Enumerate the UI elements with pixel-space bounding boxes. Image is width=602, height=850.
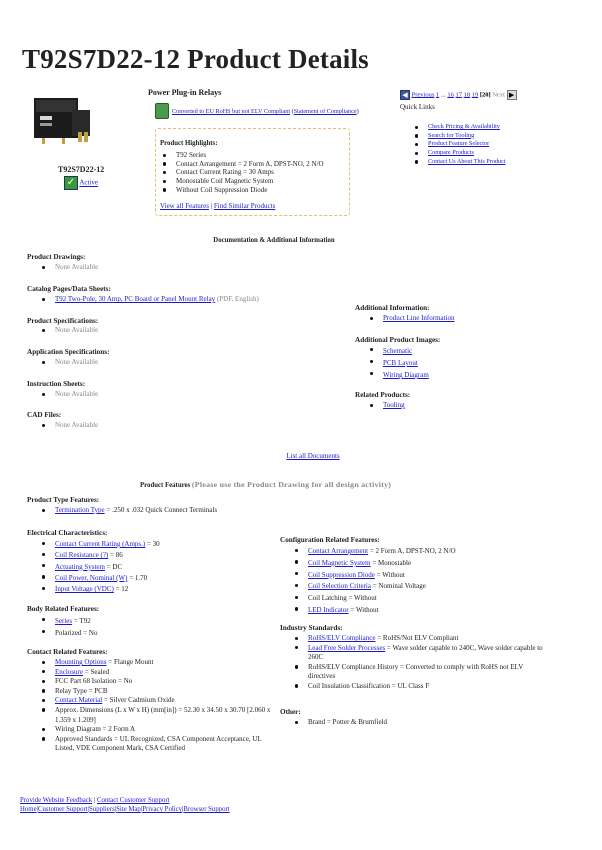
feature-item (41, 706, 271, 725)
feature-value: Approx. Dimensions (L x W x H) (mm[in]) = 52.30 x 34.50 x 30.70 [2.060 x 1.359 x 1.209] (55, 705, 271, 724)
drawings-heading: Product Drawings: (27, 253, 86, 261)
feature-item (294, 682, 544, 692)
features-title-row (140, 480, 391, 489)
feature-item (41, 506, 217, 516)
feature-item (294, 558, 456, 570)
drawings-list (41, 263, 98, 271)
feature-link[interactable]: Coil Resistance (?) (55, 551, 109, 560)
feature-value: = Without (348, 605, 379, 614)
feature-link[interactable]: Termination Type (55, 506, 105, 514)
current-page: [20] (479, 91, 491, 99)
feature-item (41, 735, 271, 754)
feature-link[interactable]: Input Voltage (VDC) (55, 585, 114, 594)
other-list (294, 718, 387, 726)
previous-arrow-icon[interactable]: ◀ (400, 90, 410, 100)
feature-value: Polarized = No (55, 629, 98, 637)
feature-item (294, 570, 456, 582)
feature-link[interactable]: Series (55, 617, 73, 625)
highlight-item: Monostable Coil Magnetic System (162, 177, 324, 186)
feature-value: = RoHS/Not ELV Compliant (375, 634, 459, 642)
product-category: Power Plug-in Relays (148, 88, 222, 97)
instruction-list (41, 390, 98, 398)
electrical-heading: Electrical Characteristics: (27, 529, 108, 537)
feature-value: FCC Part 68 Isolation = No (55, 677, 133, 686)
none-available: None Available (41, 358, 98, 366)
quick-link-item[interactable] (414, 132, 506, 141)
separator: | (87, 806, 90, 813)
feature-item (41, 615, 97, 627)
feature-link[interactable]: Coil Magnetic System (308, 558, 371, 567)
feature-value: Wiring Diagram = 2 Form A (55, 725, 136, 734)
other-heading: Other: (280, 708, 301, 716)
rohs-leaf-icon (155, 103, 169, 119)
quick-link-item[interactable] (414, 149, 506, 158)
additional-info-item (369, 314, 455, 322)
feature-item (41, 584, 160, 595)
feature-value: = Nominal Voltage (371, 582, 426, 591)
list-all-documents-link[interactable]: List all Documents (286, 452, 340, 460)
statement-of-compliance-link[interactable]: Statement of Compliance (293, 108, 357, 115)
pager (400, 90, 517, 100)
footer-line-2 (20, 805, 230, 814)
catalog-pdf-link[interactable]: T92 Two-Pole, 30 Amp, PC Board or Panel Mount Relay (55, 295, 216, 303)
paren-close: ) (356, 108, 359, 115)
schematic-link[interactable]: Schematic (383, 347, 413, 355)
view-all-features-link[interactable]: View all Features (160, 202, 209, 210)
related-products-list (369, 401, 405, 409)
compare-products-link[interactable]: Compare Products (428, 149, 474, 157)
check-pricing-link[interactable]: Check Pricing & Availability (428, 123, 500, 130)
feature-item (41, 696, 271, 706)
page-link[interactable]: 17 (455, 91, 462, 99)
quick-links-list (414, 123, 506, 167)
additional-images-list (369, 345, 429, 381)
footer-line-1 (20, 796, 230, 805)
browser-support-link[interactable]: Browser Support (183, 806, 230, 813)
search-tooling-link[interactable]: Search for Tooling (428, 131, 475, 139)
feature-item (294, 546, 456, 558)
feature-value: = 12 (113, 585, 129, 594)
feature-link[interactable]: Coil Selection Criteria (308, 582, 371, 591)
feature-value: Approved Standards = UL Recognized, CSA Component Acceptance, UL Listed, VDE Component Mark, CSA Certified (55, 734, 262, 753)
feature-link[interactable]: Enclosure (55, 667, 83, 676)
additional-images-heading: Additional Product Images: (355, 336, 441, 344)
feature-value: = Without (374, 570, 405, 579)
page-title: T92S7D22-12 Product Details (22, 44, 369, 74)
feature-item (41, 658, 271, 668)
part-number: T92S7D22-12 (58, 165, 105, 174)
feature-link[interactable]: Actuating System (55, 562, 105, 571)
highlight-item: Without Coil Suppression Diode (162, 186, 324, 195)
highlights-title: Product Highlights: (160, 140, 218, 147)
pcb-layout-link[interactable]: PCB Layout (383, 359, 418, 367)
electrical-list (41, 539, 160, 595)
separator: | (210, 202, 213, 210)
feature-value: = .250 x .032 Quick Connect Terminals (104, 506, 218, 514)
features-note: (Please use the Product Drawing for all design activity) (191, 480, 392, 489)
contact-support-link[interactable]: Contact Customer Support (96, 797, 170, 804)
instruction-heading: Instruction Sheets: (27, 380, 86, 388)
separator: | (36, 806, 38, 813)
documentation-title: Documentation & Additional Information (213, 237, 335, 244)
catalog-heading: Catalog Pages/Data Sheets: (27, 285, 111, 293)
feature-value: = Monostable (370, 558, 412, 567)
product-image (32, 92, 94, 146)
feature-item (41, 627, 97, 639)
feature-value: RoHS/ELV Compliance History = Converted to comply with RoHS not ELV directives (308, 662, 524, 681)
body-list (41, 615, 97, 639)
status-active-link[interactable]: Active (79, 178, 99, 187)
cad-list (41, 421, 98, 429)
feature-item (294, 718, 387, 726)
page-link[interactable]: 18 (463, 91, 471, 99)
separator: | (114, 806, 117, 813)
feature-value: = 1.70 (127, 573, 148, 582)
feature-item (41, 539, 160, 550)
pager-ellipsis: ... (440, 91, 446, 99)
specs-heading: Product Specifications: (27, 317, 99, 325)
highlight-item: Contact Current Rating = 30 Amps (162, 168, 324, 177)
feature-value: Brand = Potter & Brumfield (308, 718, 387, 726)
separator: | (140, 806, 143, 813)
feature-selector-link[interactable]: Product Feature Selector (428, 140, 490, 148)
none-available: None Available (41, 390, 98, 398)
none-available: None Available (41, 263, 98, 271)
feature-link[interactable]: Mounting Options (55, 658, 107, 666)
feature-item (41, 550, 160, 561)
highlight-item: Contact Arrangement = 2 Form A, DPST-NO, 2 N/O (162, 160, 324, 169)
related-item (369, 401, 405, 409)
wiring-diagram-link[interactable]: Wiring Diagram (383, 371, 429, 379)
image-item (369, 345, 429, 357)
industry-heading: Industry Standards: (280, 624, 343, 632)
feature-item (294, 593, 456, 605)
feature-value: = T92 (72, 617, 91, 625)
next-label: Next (492, 91, 505, 99)
none-available: None Available (41, 326, 98, 334)
home-link[interactable]: Home (20, 806, 37, 813)
feature-item (41, 562, 160, 573)
type-features-list (41, 506, 217, 516)
image-item (369, 357, 429, 369)
related-products-heading: Related Products: (355, 391, 411, 399)
highlight-item: T92 Series (162, 151, 324, 160)
feature-item (294, 581, 456, 593)
feature-value: = Wave solder capable to 240C, Wave solder capable to 260C (308, 643, 543, 662)
feedback-link[interactable]: Provide Website Feedback (20, 797, 93, 804)
feature-value: = 30 (145, 540, 160, 548)
feature-item (41, 668, 271, 678)
feature-link[interactable]: Contact Material (55, 696, 103, 705)
catalog-item (41, 295, 259, 303)
page-link[interactable]: 19 (471, 91, 479, 99)
app-specs-heading: Application Specifications: (27, 348, 110, 356)
contact-us-link[interactable]: Contact Us About This Product (428, 157, 506, 165)
contact-heading: Contact Related Features: (27, 648, 108, 656)
feature-item (41, 725, 271, 735)
rohs-line (172, 108, 359, 115)
cad-heading: CAD Files: (27, 411, 62, 419)
product-line-info-link[interactable]: Product Line Information (383, 314, 455, 322)
feature-value: Relay Type = PCB (55, 686, 108, 695)
feature-value: = Silver Cadmium Oxide (102, 696, 175, 705)
feature-item (294, 634, 544, 644)
list-all-row (0, 452, 602, 460)
status-row (64, 176, 98, 190)
feature-link[interactable]: Coil Suppression Diode (308, 570, 375, 579)
feature-link[interactable]: RoHS/ELV Compliance (308, 634, 376, 642)
separator: | (182, 806, 184, 813)
contact-list (41, 658, 271, 754)
feature-link[interactable]: Contact Current Rating (Amps.) (55, 540, 146, 548)
check-icon: ✓ (64, 176, 78, 190)
image-item (369, 369, 429, 381)
feature-value: Coil Latching = Without (308, 594, 377, 603)
feature-value: = Flange Mount (106, 658, 154, 666)
page-link[interactable]: 16 (447, 91, 454, 99)
body-heading: Body Related Features: (27, 605, 100, 613)
feature-item (41, 687, 271, 697)
features-title: Product Features (140, 482, 191, 489)
feature-item (294, 644, 544, 663)
industry-list (294, 634, 544, 692)
find-similar-products-link[interactable]: Find Similar Products (213, 202, 276, 210)
feature-value: = 2 Form A, DPST-NO, 2 N/O (368, 547, 456, 555)
customer-support-link[interactable]: Customer Support (38, 806, 88, 813)
paren-open: ( (291, 108, 294, 115)
feature-value: = Sealed (83, 667, 110, 676)
feature-link[interactable]: Lead Free Solder Processes (308, 643, 386, 652)
feature-item (294, 663, 544, 682)
config-list (294, 546, 456, 617)
suppliers-link[interactable]: Suppliers (89, 806, 115, 813)
quick-links-title: Quick Links (400, 103, 435, 111)
tooling-link[interactable]: Tooling (383, 401, 405, 409)
page-link[interactable]: 1 (436, 91, 440, 99)
site-map-link[interactable]: Site Map (116, 806, 141, 813)
feature-item (41, 573, 160, 584)
previous-link[interactable]: Previous (411, 91, 435, 99)
feature-item (294, 605, 456, 617)
privacy-policy-link[interactable]: Privacy Policy (142, 806, 183, 813)
feature-value: = DC (104, 562, 123, 571)
footer (20, 796, 230, 814)
additional-info-heading: Additional Information: (355, 304, 430, 312)
specs-list (41, 326, 98, 334)
feature-link[interactable]: Coil Power, Nominal (W) (55, 573, 128, 582)
type-features-heading: Product Type Features: (27, 496, 100, 504)
quick-link-item[interactable] (414, 158, 506, 167)
next-arrow-icon[interactable]: ▶ (507, 90, 517, 100)
feature-link[interactable]: LED Indicator (308, 605, 349, 614)
none-available: None Available (41, 421, 98, 429)
separator: | (93, 797, 96, 804)
quick-link-item[interactable] (414, 140, 506, 149)
feature-link[interactable]: Contact Arrangement (308, 547, 369, 555)
quick-link-item[interactable] (414, 123, 506, 132)
feature-value: Coil Insulation Classification = UL Class F (308, 681, 430, 690)
feature-value: = 86 (108, 551, 123, 560)
config-heading: Configuration Related Features: (280, 536, 380, 544)
app-specs-list (41, 358, 98, 366)
additional-info-list (369, 314, 455, 322)
feature-item (41, 677, 271, 687)
catalog-suffix: (PDF, English) (216, 295, 259, 303)
rohs-compliance-link[interactable]: Converted to EU RoHS but not ELV Compliant (172, 108, 291, 115)
catalog-list (41, 295, 259, 303)
highlight-links (160, 202, 275, 210)
highlights-list (162, 151, 324, 195)
